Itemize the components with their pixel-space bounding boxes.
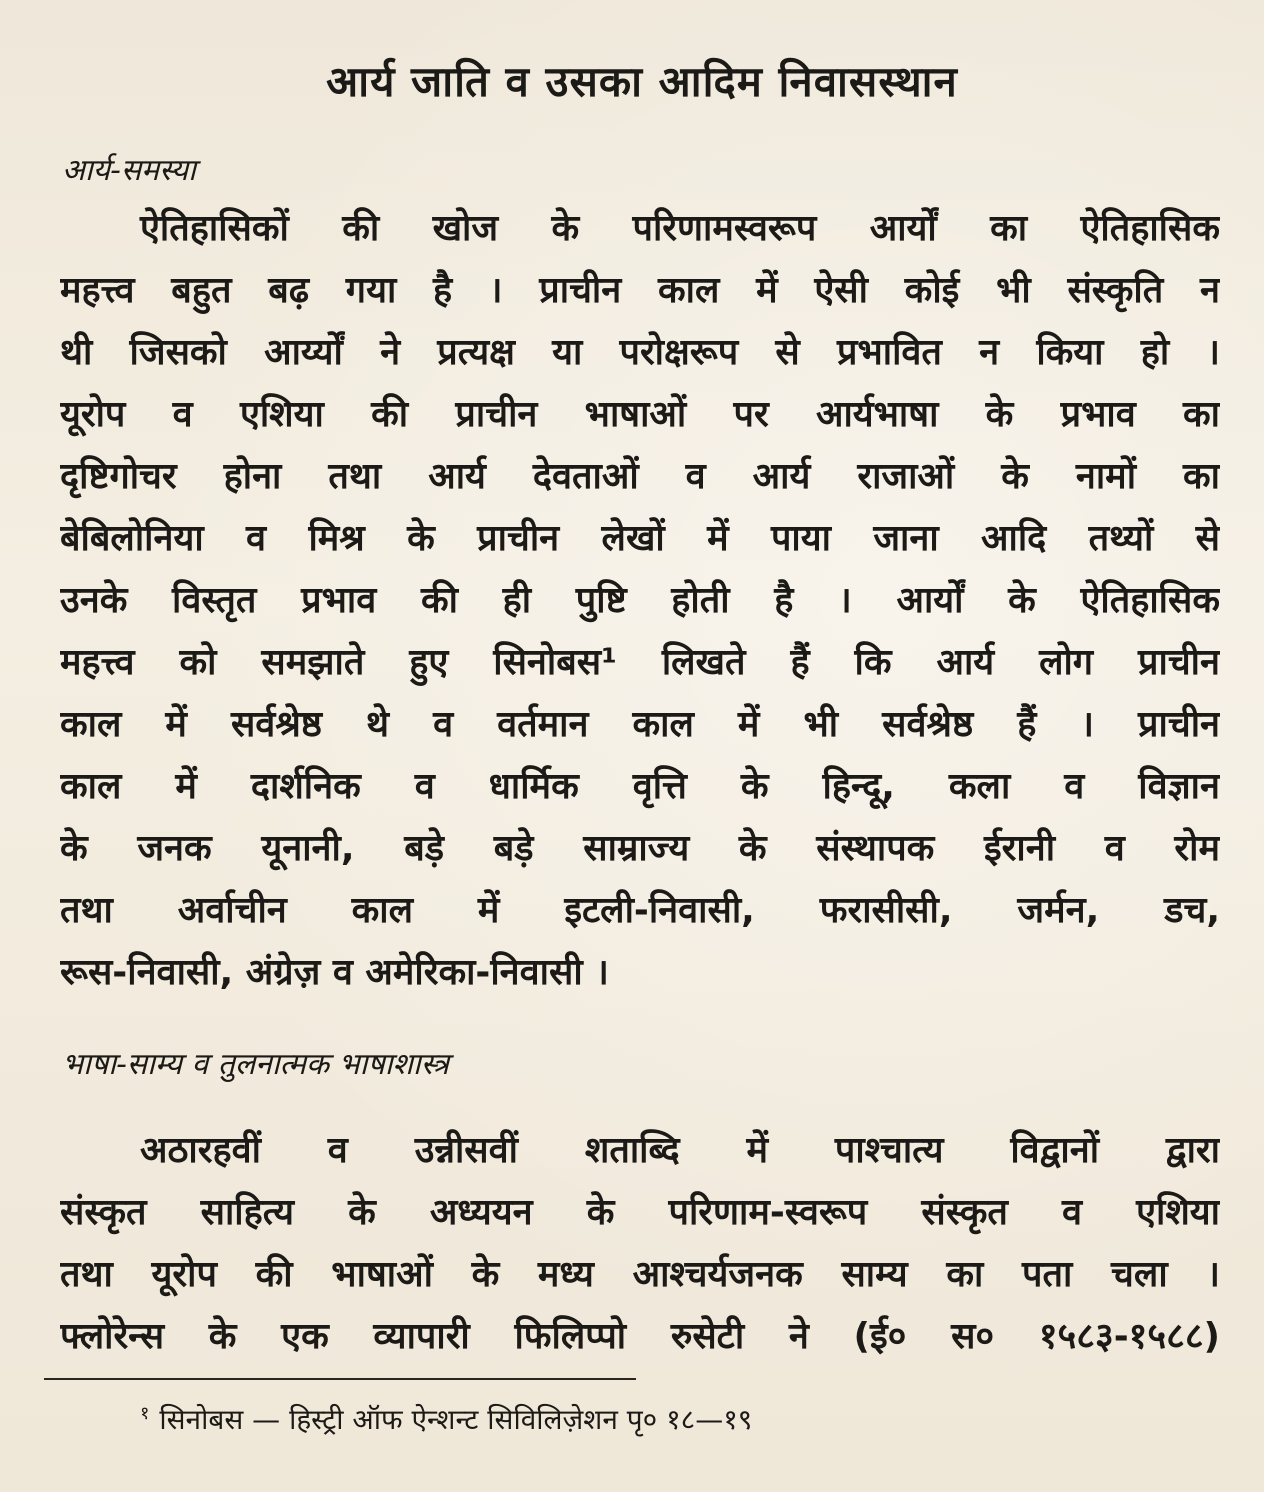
- paragraph-line: उनके विस्तृत प्रभाव की ही पुष्टि होती है । आर्यों के ऐतिहासिक: [60, 580, 1220, 621]
- paragraph-line: के जनक यूनानी, बड़े बड़े साम्राज्य के संस्थापक ईरानी व रोम: [60, 828, 1220, 869]
- paragraph-line: महत्त्व बहुत बढ़ गया है । प्राचीन काल में ऐसी कोई भी संस्कृति न: [60, 270, 1220, 311]
- paragraph-line: रूस-निवासी, अंग्रेज़ व अमेरिका-निवासी ।: [60, 952, 609, 993]
- paragraph-line: बेबिलोनिया व मिश्र के प्राचीन लेखों में पाया जाना आदि तथ्यों से: [60, 518, 1220, 559]
- paragraph-line: दृष्टिगोचर होना तथा आर्य देवताओं व आर्य राजाओं के नामों का: [60, 456, 1220, 497]
- paragraph-line: तथा अर्वाचीन काल में इटली-निवासी, फरासीसी, जर्मन, डच,: [60, 890, 1220, 931]
- section-heading-arya-samasya: आर्य-समस्या: [62, 153, 196, 188]
- paragraph-arya-samasya: [60, 198, 1220, 1004]
- footnote: [140, 1400, 752, 1438]
- paragraph-line: ऐतिहासिकों की खोज के परिणामस्वरूप आर्यों का ऐतिहासिक: [140, 208, 1220, 249]
- page-title: आर्य जाति व उसका आदिम निवासस्थान: [326, 57, 958, 106]
- paragraph-line: थी जिसको आर्य्यों ने प्रत्यक्ष या परोक्षरूप से प्रभावित न किया हो ।: [60, 332, 1220, 373]
- paragraph-line: महत्त्व को समझाते हुए सिनोबस¹ लिखते हैं कि आर्य लोग प्राचीन: [60, 642, 1220, 683]
- footnote-divider: [44, 1378, 636, 1380]
- footnote-marker: १: [140, 1402, 150, 1424]
- paragraph-line: काल में दार्शनिक व धार्मिक वृत्ति के हिन्दू, कला व विज्ञान: [60, 766, 1220, 807]
- paragraph-line: काल में सर्वश्रेष्ठ थे व वर्तमान काल में भी सर्वश्रेष्ठ हैं । प्राचीन: [60, 704, 1220, 745]
- paragraph-line: अठारहवीं व उन्नीसवीं शताब्दि में पाश्चात्य विद्वानों द्वारा: [140, 1130, 1220, 1171]
- paragraph-bhasha-samya: [60, 1120, 1220, 1368]
- section-heading-bhasha-samya: भाषा-साम्य व तुलनात्मक भाषाशास्त्र: [62, 1047, 449, 1082]
- footnote-text: सिनोबस — हिस्ट्री ऑफ ऐन्शन्ट सिविलिज़ेशन पृ० १८—१९: [159, 1403, 753, 1436]
- paragraph-line: फ्लोरेन्स के एक व्यापारी फिलिप्पो रुसेटी ने (ई० स० १५८३-१५८८): [60, 1316, 1220, 1357]
- paragraph-line: संस्कृत साहित्य के अध्ययन के परिणाम-स्वरूप संस्कृत व एशिया: [60, 1192, 1220, 1233]
- paragraph-line: तथा यूरोप की भाषाओं के मध्य आश्चर्यजनक साम्य का पता चला ।: [60, 1254, 1220, 1295]
- paragraph-line: यूरोप व एशिया की प्राचीन भाषाओं पर आर्यभाषा के प्रभाव का: [60, 394, 1220, 435]
